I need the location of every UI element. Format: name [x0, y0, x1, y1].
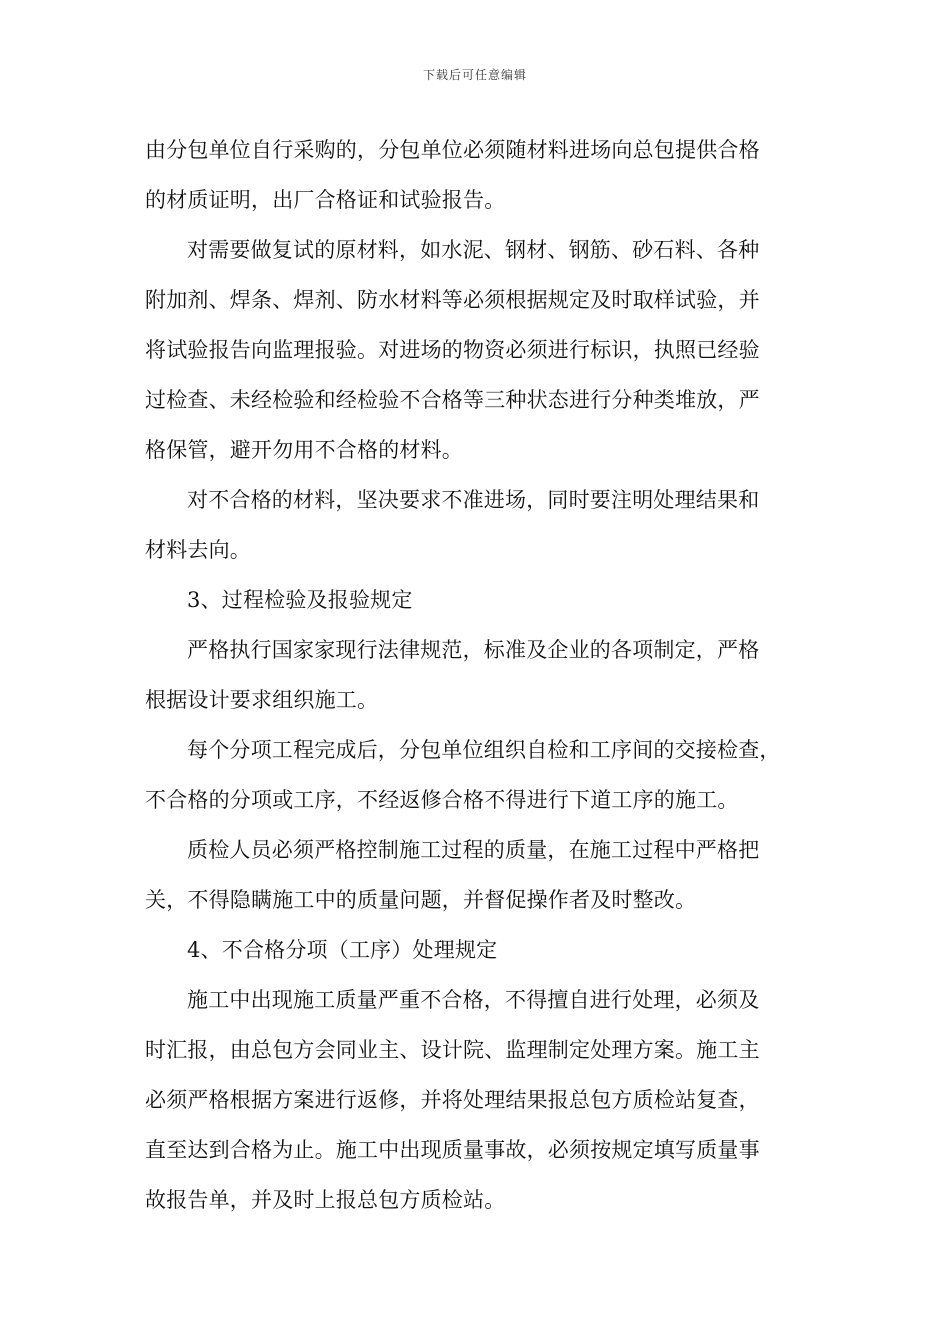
text-line: 必须严格根据方案进行返修，并将处理结果报总包方质检站复查， [145, 1088, 760, 1112]
section-heading: 4、不合格分项（工序）处理规定 [187, 938, 498, 962]
text-line: 由分包单位自行采购的，分包单位必须随材料进场向总包提供合格 [145, 138, 760, 162]
section-heading: 3、过程检验及报验规定 [187, 588, 413, 612]
text-line: 关，不得隐瞒施工中的质量问题，并督促操作者及时整改。 [145, 888, 697, 912]
text-line: 附加剂、焊条、焊剂、防水材料等必须根据规定及时取样试验，并 [145, 288, 760, 312]
text-line: 不合格的分项或工序，不经返修合格不得进行下道工序的施工。 [145, 788, 739, 812]
text-line: 过检查、未经检验和经检验不合格等三种状态进行分种类堆放，严 [145, 388, 760, 412]
text-line: 施工中出现施工质量严重不合格，不得擅自进行处理，必须及 [187, 988, 760, 1012]
text-line: 材料去向。 [145, 538, 251, 562]
text-line: 的材质证明，出厂合格证和试验报告。 [145, 188, 506, 212]
text-line: 质检人员必须严格控制施工过程的质量，在施工过程中严格把 [187, 838, 760, 862]
text-line: 每个分项工程完成后，分包单位组织自检和工序间的交接检查， [187, 738, 781, 762]
text-line: 时汇报，由总包方会同业主、设计院、监理制定处理方案。施工主 [145, 1038, 760, 1062]
text-line: 根据设计要求组织施工。 [145, 688, 379, 712]
page-header: 下载后可任意编辑 [422, 68, 527, 82]
text-line: 严格执行国家家现行法律规范，标准及企业的各项制定，严格 [187, 638, 760, 662]
text-line: 直至达到合格为止。施工中出现质量事故，必须按规定填写质量事 [145, 1138, 760, 1162]
text-line: 对需要做复试的原材料，如水泥、钢材、钢筋、砂石料、各种 [187, 238, 760, 262]
text-line: 格保管，避开勿用不合格的材料。 [145, 438, 463, 462]
text-line: 故报告单，并及时上报总包方质检站。 [145, 1188, 506, 1212]
text-line: 将试验报告向监理报验。对进场的物资必须进行标识，执照已经验 [145, 338, 760, 362]
text-line: 对不合格的材料，坚决要求不准进场，同时要注明处理结果和 [187, 488, 760, 512]
